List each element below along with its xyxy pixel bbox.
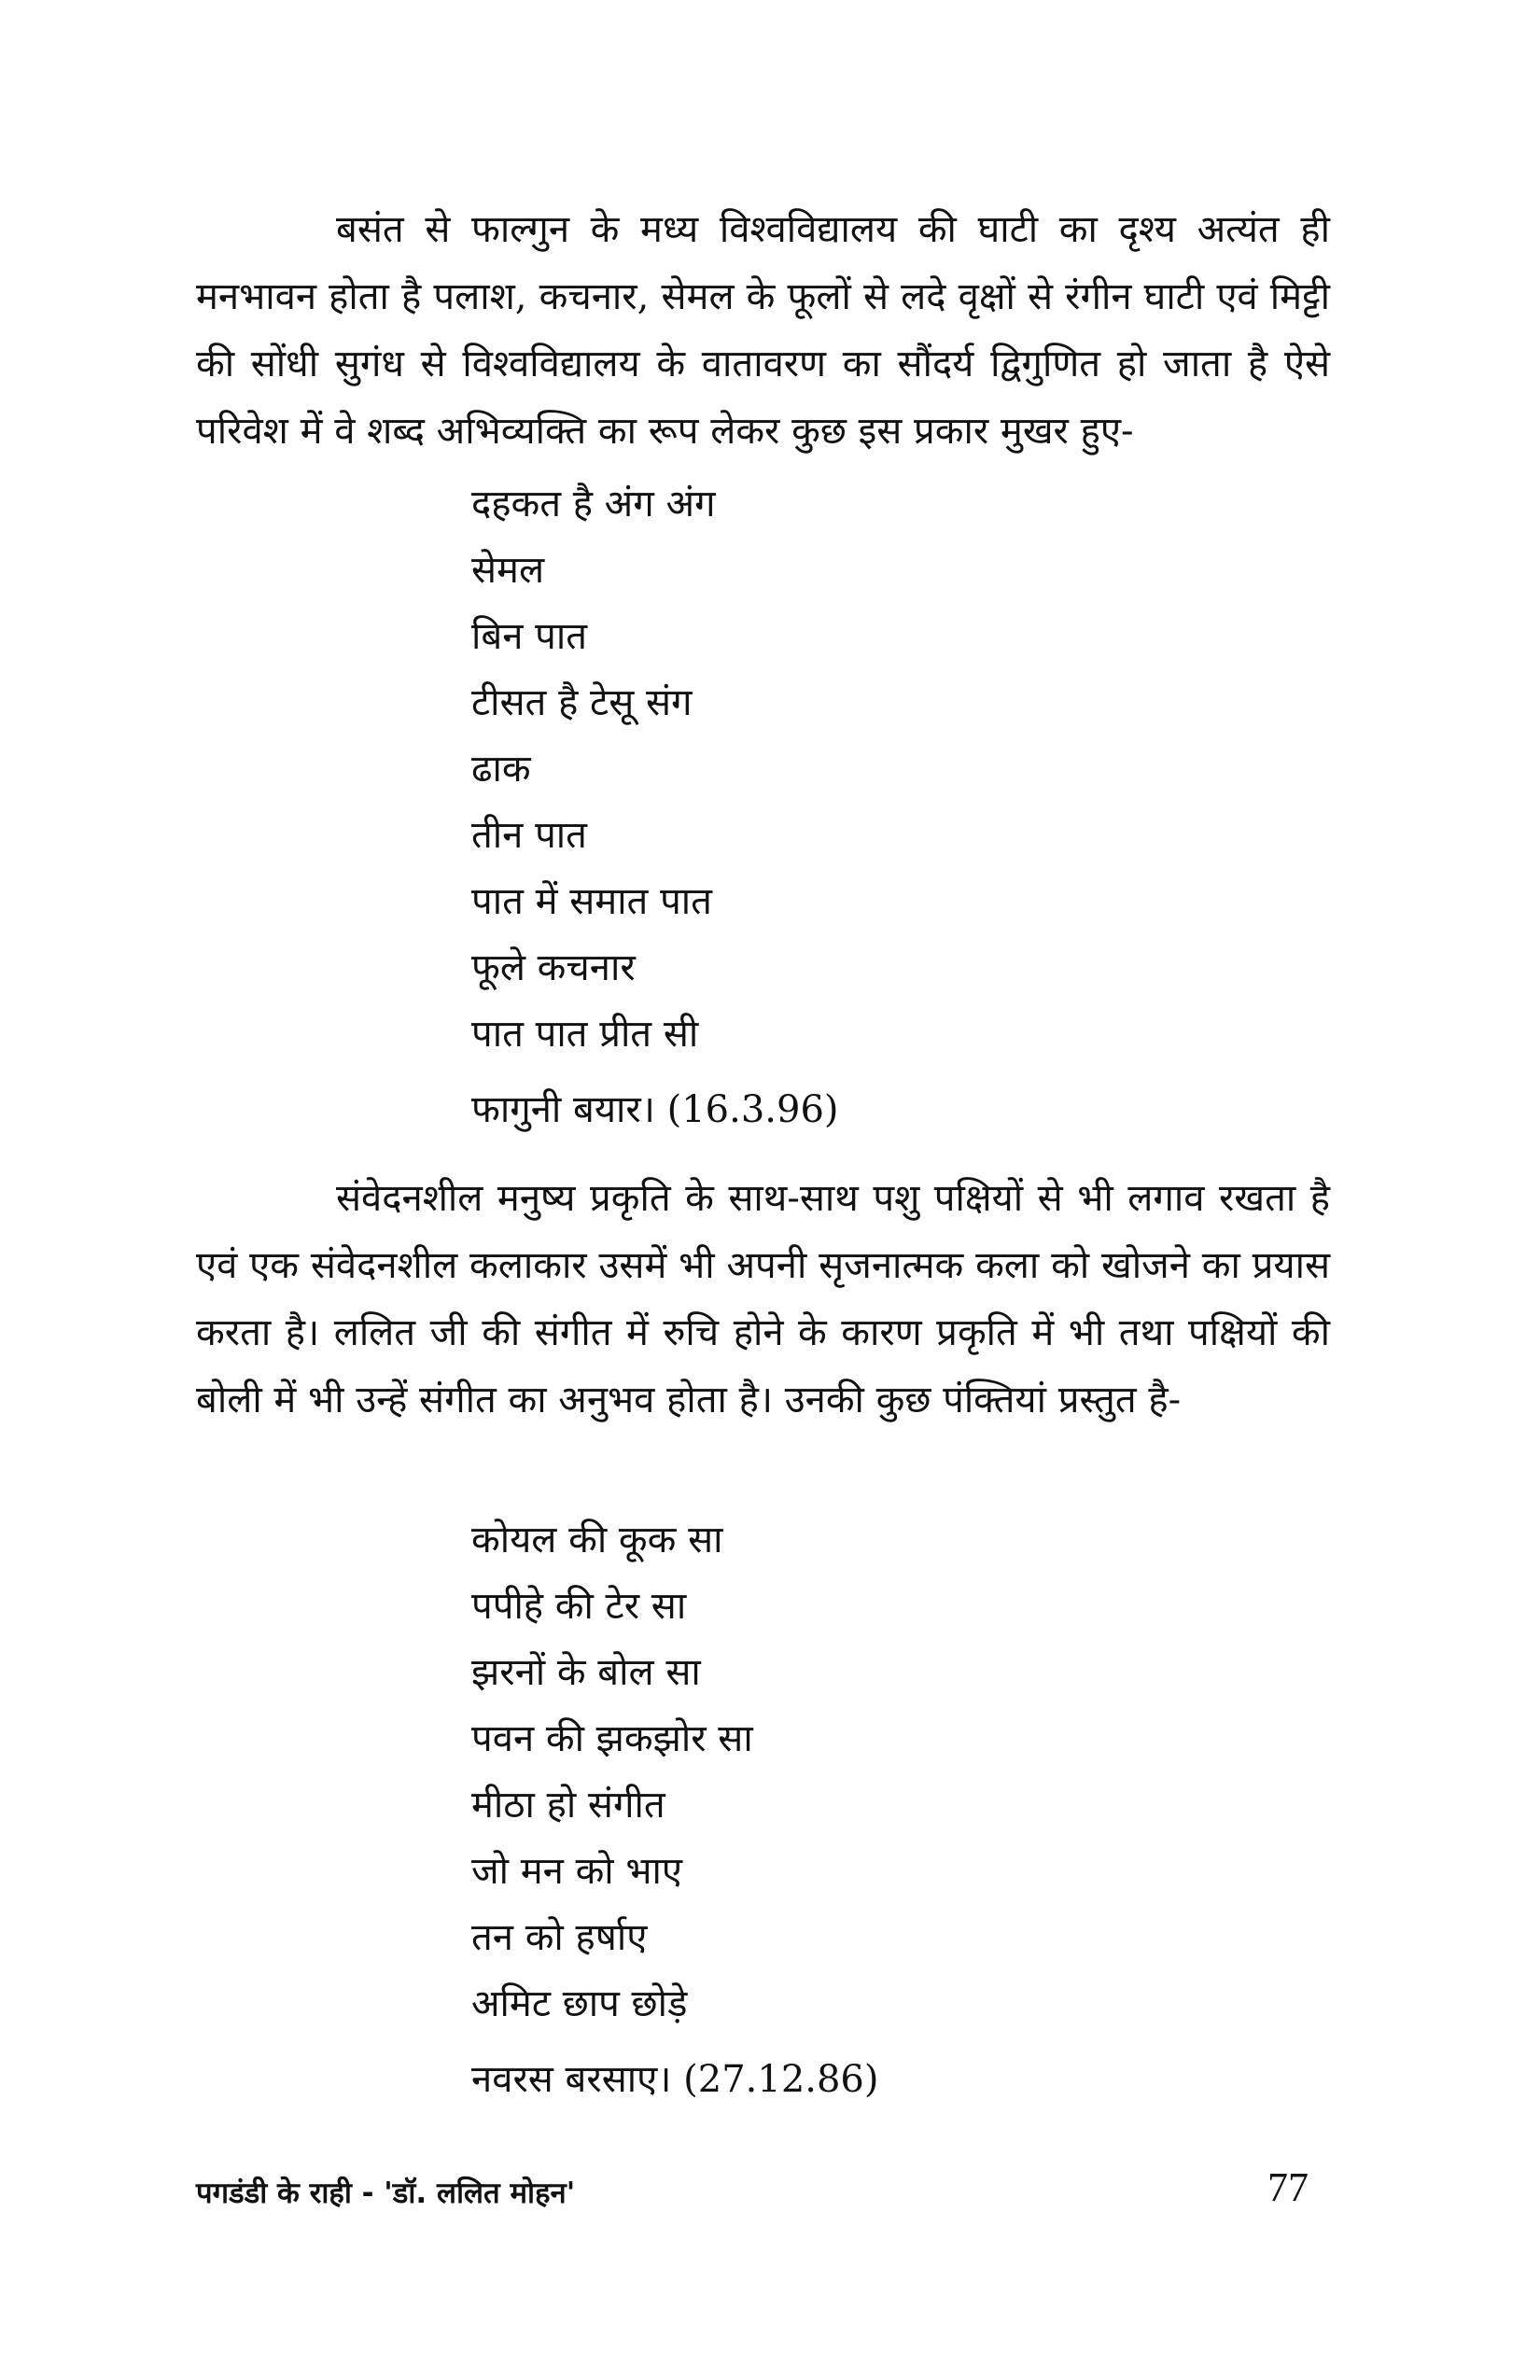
poem-line: अमिट छाप छोड़े <box>471 1982 688 2025</box>
poem-line: बिन पात <box>471 615 587 658</box>
poem-line: जो मन को भाए <box>471 1850 682 1893</box>
poem-koyal <box>471 1507 879 2113</box>
poem-line: कोयल की कूक सा <box>471 1519 723 1561</box>
poem-line: पवन की झकझोर सा <box>471 1717 753 1760</box>
poem-line-dated: नवरस बरसाए। (27.12.86) <box>471 2058 879 2101</box>
page-number: 77 <box>1267 2164 1309 2210</box>
poem-line: पात पात प्रीत सी <box>471 1013 699 1056</box>
poem-dahakat <box>471 471 839 1143</box>
poem-line: सेमल <box>471 549 545 592</box>
poem-line: तन को हर्षाए <box>471 1916 648 1959</box>
paragraph-basant-intro: बसंत से फाल्गुन के मध्य विश्वविद्यालय की घाटी का दृश्य अत्यंत ही मनभावन होता है पलाश, कचनार, सेमल के फूलों से लदे वृक्षों से रंगीन घाटी एवं मिट्टी की सोंधी सुगंध से विश्वविद्यालय के वातावरण का सौंदर्य द्विगुणित हो जाता है ऐसे परिवेश में वे शब्द अभिव्यक्ति का रूप लेकर कुछ इस प्रकार मुखर हुए- <box>196 208 1330 453</box>
poem-line: पपीहे की टेर सा <box>471 1585 687 1628</box>
poem-line: पात में समात पात <box>471 880 712 923</box>
running-footer-title: पगडंडी के राही - 'डॉ. ललित मोहन' <box>196 2177 576 2210</box>
poem-line: टीसत है टेसू संग <box>471 681 693 724</box>
poem-line: झरनों के बोल सा <box>471 1651 701 1694</box>
poem-line: तीन पात <box>471 814 587 857</box>
poem-line: फूले कचनार <box>471 946 636 989</box>
poem-line: ढाक <box>471 748 531 791</box>
poem-line: दहकत है अंग अंग <box>471 483 716 525</box>
poem-line-dated: फागुनी बयार। (16.3.96) <box>471 1088 839 1131</box>
poem-line: मीठा हो संगीत <box>471 1784 665 1827</box>
paragraph-samvedansheel: संवेदनशील मनुष्य प्रकृति के साथ-साथ पशु पक्षियों से भी लगाव रखता है एवं एक संवेदनशील कलाकार उसमें भी अपनी सृजनात्मक कला को खोजने का प्रयास करता है। ललित जी की संगीत में रुचि होने के कारण प्रकृति में भी तथा पक्षियों की बोली में भी उन्हें संगीत का अनुभव होता है। उनकी कुछ पंक्तियां प्रस्तुत है- <box>196 1177 1330 1421</box>
